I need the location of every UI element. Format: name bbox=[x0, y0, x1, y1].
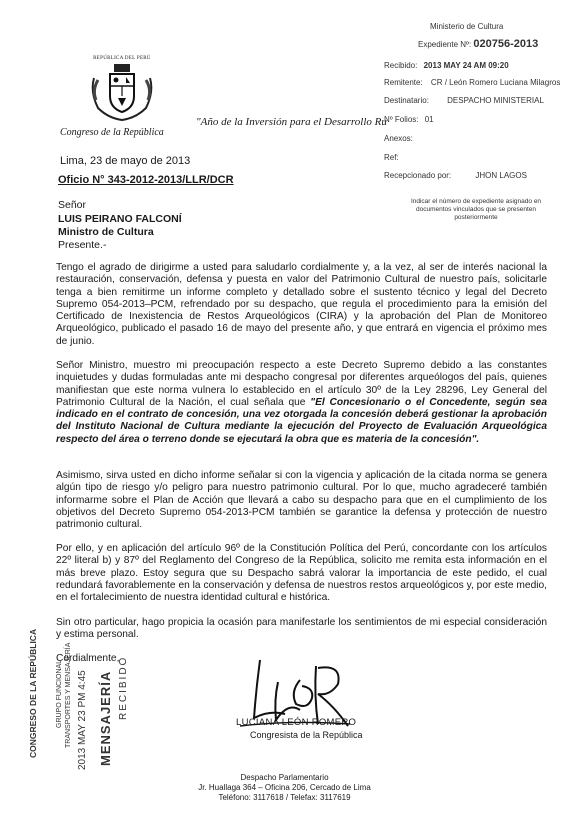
paragraph-2-quote: "El Concesionario o el Concedente, según sea indicado en el contrato de concesión, una vez otorgada la concesión deberá gestionar la aprobación del Instituto Nacional de Cultura mediante la ejecución del Proyecto de Evaluación Arqueológica respecto del área o terreno donde se ejecutará la obra que es materia de la concesión". bbox=[56, 396, 547, 445]
signer-title: Congresista de la República bbox=[250, 730, 363, 740]
recibido-row bbox=[384, 61, 509, 70]
paragraph-1: Tengo el agrado de dirigirme a usted para saludarlo cordialmente y, a la vez, al ser de interés nacional la restauración, conservación, defensa y puesta en valor del Patrimonio Cultural de nuestro país, solicitarle tenga a bien remitirme un informe completo y detallado sobre el sustento técnico y legal del Decreto Supremo 054-2013–PCM, refrendado por su despacho, que regula el procedimiento para la emisión del Certificado de Inexistencia de Restos Arqueológicos (CIRA) y la aprobación del Plan de Monitoreo Arqueológico, publicado el pasado 16 de mayo del presente año, y que entrará en vigencia el próximo mes de junio. bbox=[56, 262, 547, 347]
remitente-value: CR / León Romero Luciana Milagros bbox=[430, 78, 561, 87]
footer-line-3: Teléfono: 3117618 / Telefax: 3117619 bbox=[218, 793, 351, 802]
side-stamp-group-2: TRANSPORTES Y MENSAJERÍA bbox=[65, 642, 72, 748]
coat-of-arms bbox=[86, 52, 158, 124]
destinatario-row bbox=[384, 96, 544, 105]
folios-row bbox=[384, 115, 434, 124]
paragraph-4: Por ello, y en aplicación del artículo 96º de la Constitución Política del Perú, concordante con los artículos 22º literal b) y 87º del Reglamento del Congreso de la República, solicito me remita esta información en el más breve plazo. Estoy segura que su Despacho sabrá valorar la importancia de este pedido, el cual redundará favorablemente en la conservación y defensa de nuestros restos arqueológicos y, por este medio, en el fortalecimiento de nuestra identidad cultural e histórica. bbox=[56, 543, 547, 604]
recepcionado-label: Recepcionado por: bbox=[384, 171, 452, 180]
recepcionado-row bbox=[384, 171, 527, 180]
ministry-label: Ministerio de Cultura bbox=[430, 22, 504, 31]
institution-caption: REPÚBLICA DEL PERÚ bbox=[93, 56, 151, 61]
recibido-label: Recibido: bbox=[384, 61, 418, 70]
remitente-row bbox=[384, 78, 560, 87]
expediente-label: Expediente Nº: bbox=[418, 40, 472, 49]
paragraph-2-text: Señor Ministro, muestro mi preocupación respecto a este Decreto Supremo debido a las constantes inquietudes y dudas formuladas ante mi despacho congresal por diferentes arqueólogos del país, quienes manifiestan que este norma vulnera lo establecido en el artículo 30º de la Ley 28296, Ley General del Patrimonio Cultural de la Nación, el cual señala que bbox=[56, 360, 547, 408]
paragraph-2 bbox=[56, 360, 547, 446]
recipient-name: LUIS PEIRANO FALCONÍ bbox=[58, 213, 182, 225]
side-stamp-date: 2013 MAY 23 PM 4:45 bbox=[77, 670, 88, 770]
side-stamp-congress: CONGRESO DE LA REPÚBLICA bbox=[28, 628, 38, 758]
paragraph-3: Asimismo, sirva usted en dicho informe señalar si con la vigencia y aplicación de la citada norma se genera algún tipo de riesgo y/o peligro para nuestro patrimonio cultural. Por lo que, mucho agradeceré también informarme sobre el Plan de Acción que llevará a cabo su despacho para que en el cumplimiento de los objetivos del Decreto Supremo 054-2013-PCM también se garantice la defensa y protección de nuestro patrimonio cultural. bbox=[56, 470, 547, 531]
side-stamp-mensajeria: MENSAJERÍA bbox=[98, 670, 113, 766]
expediente-number: 020756-2013 bbox=[473, 38, 539, 50]
letter-date: Lima, 23 de mayo de 2013 bbox=[60, 155, 191, 167]
recibido-value: 2013 MAY 24 AM 09:20 bbox=[423, 61, 509, 70]
congress-signature: Congreso de la República bbox=[60, 127, 164, 138]
recepcionado-value: JHON LAGOS bbox=[475, 171, 527, 180]
side-stamp-group-1: GRUPO FUNCIONAL bbox=[56, 659, 63, 728]
signer-name: LUCIANA LEÓN ROMERO bbox=[236, 717, 357, 728]
year-motto: "Año de la Inversión para el Desarrollo Ru bbox=[196, 116, 387, 128]
footer-line-2: Jr. Huallaga 364 – Oficina 206, Cercado de Lima bbox=[198, 783, 371, 792]
remitente-label: Remitente: bbox=[384, 78, 423, 87]
side-stamp-recibido: RECIBIDO bbox=[118, 655, 129, 720]
destinatario-label: Destinatario: bbox=[384, 96, 429, 105]
closing: Cordialmente, bbox=[56, 653, 120, 664]
folios-label: Nº Folios: bbox=[384, 115, 419, 124]
ref-label: Ref: bbox=[384, 153, 399, 162]
salutation: Señor bbox=[58, 199, 87, 211]
destinatario-value: DESPACHO MINISTERIAL bbox=[447, 96, 544, 105]
folios-value: 01 bbox=[424, 115, 434, 124]
anexos-label: Anexos: bbox=[384, 134, 413, 143]
presente: Presente.- bbox=[58, 239, 107, 251]
footer bbox=[0, 773, 569, 803]
oficio-number: Oficio N° 343-2012-2013/LLR/DCR bbox=[58, 174, 234, 186]
paragraph-5: Sin otro particular, hago propicia la ocasión para manifestarle los sentimientos de mi especial consideración y estima personal. bbox=[56, 617, 547, 641]
footer-line-1: Despacho Parlamentario bbox=[240, 773, 329, 782]
recipient-title: Ministro de Cultura bbox=[58, 226, 154, 238]
expediente-row bbox=[418, 38, 538, 50]
coat-of-arms-icon bbox=[86, 52, 158, 124]
stamp-note: Indicar el número de expediente asignado en documentos vinculados que se presenten posteriormente bbox=[410, 198, 542, 221]
